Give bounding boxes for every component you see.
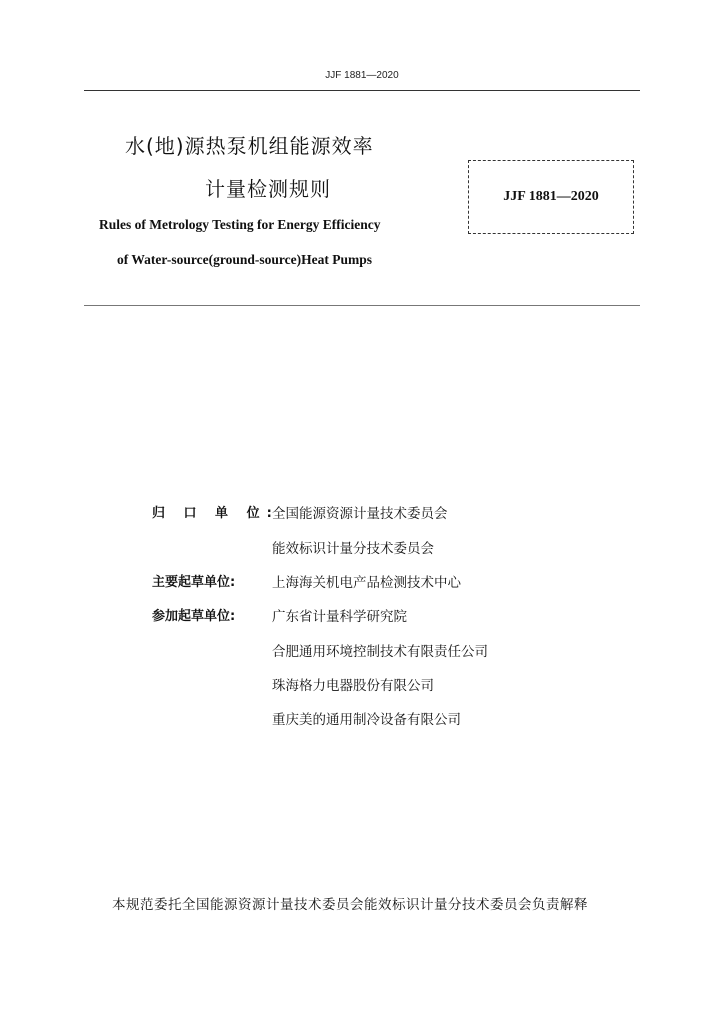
- org-value-participant-2: 合肥通用环境控制技术有限责任公司: [272, 644, 488, 660]
- header-standard-code: JJF 1881—2020: [325, 70, 399, 81]
- org-value-participant-3: 珠海格力电器股份有限公司: [272, 678, 434, 694]
- title-chinese-line-1: 水(地)源热泵机组能源效率: [125, 134, 374, 158]
- org-value-responsible-1: 全国能源资源计量技术委员会: [272, 506, 448, 522]
- org-label-participating-drafters: 参加起草单位:: [152, 609, 236, 624]
- title-english-line-1: Rules of Metrology Testing for Energy Efficiency: [99, 217, 381, 232]
- org-value-participant-4: 重庆美的通用制冷设备有限公司: [272, 712, 461, 728]
- title-chinese-line-2: 计量检测规则: [205, 177, 331, 201]
- standard-code-box: [468, 160, 634, 234]
- org-value-main-drafter: 上海海关机电产品检测技术中心: [272, 575, 461, 591]
- title-english-line-2: of Water-source(ground-source)Heat Pumps: [117, 252, 372, 267]
- org-label-main-drafter: 主要起草单位:: [152, 575, 236, 590]
- org-value-participant-1: 广东省计量科学研究院: [272, 609, 407, 625]
- standard-code-box-text: JJF 1881—2020: [503, 189, 599, 204]
- org-value-responsible-2: 能效标识计量分技术委员会: [272, 541, 434, 557]
- title-rule: [84, 305, 640, 306]
- org-label-responsible: 归 口 单 位:: [152, 506, 279, 521]
- interpretation-note: 本规范委托全国能源资源计量技术委员会能效标识计量分技术委员会负责解释: [112, 897, 588, 913]
- header-rule: [84, 90, 640, 91]
